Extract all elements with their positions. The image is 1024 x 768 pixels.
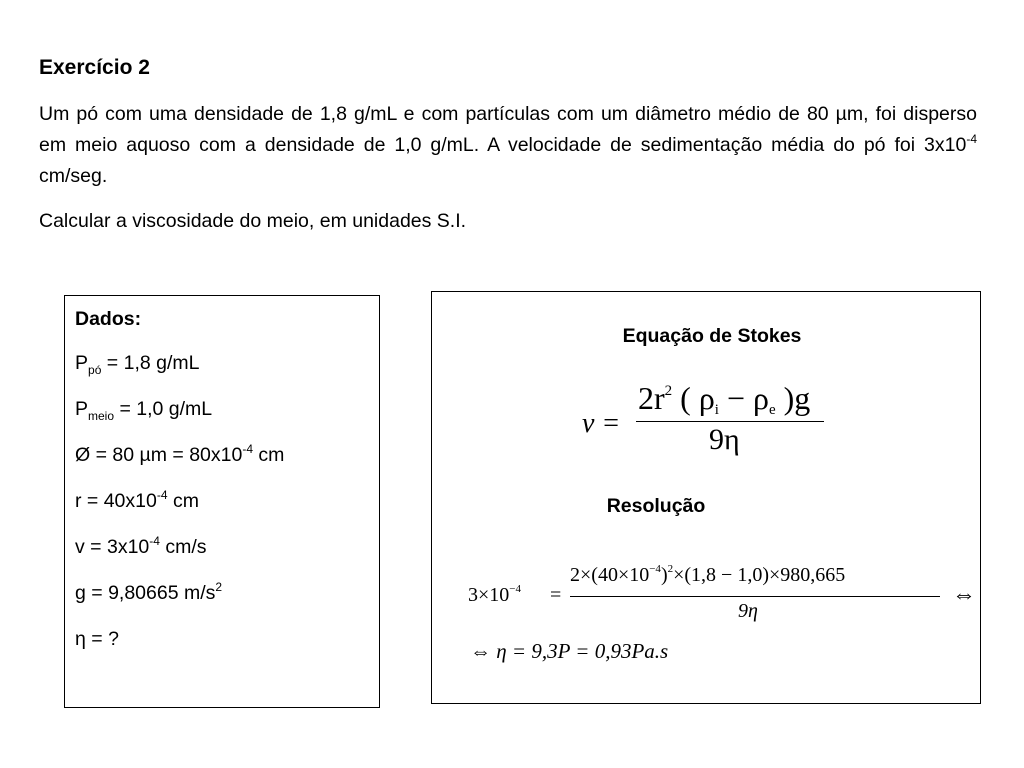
resolution-box [431, 291, 981, 704]
stokes-title: Equação de Stokes [622, 325, 802, 347]
exercise-question: Calcular a viscosidade do meio, em unidades S.I. [39, 210, 467, 232]
result-line: ⇔ η = 9,3P = 0,93Pa.s [470, 639, 669, 663]
stokes-equation [582, 380, 832, 470]
calc-numerator: $2\times(40\times 10^{-4})^2\times(1,8 - 1,0)\times 980,665$ [570, 563, 846, 586]
stokes-denominator: 9η [709, 423, 740, 456]
data-box [64, 295, 380, 708]
exercise-statement: Um pó com uma densidade de 1,8 g/mL e com partículas com um diâmetro médio de 80 µm, foi disperso em meio aquoso com a densidade de 1,0 g/mL. A velocidade de sedimentação média do pó foi $3x10^{-4}$ cm/seg. [39, 103, 977, 187]
equivalence-arrow: ⇔ [952, 582, 976, 608]
viscosity-unknown: η = ? [75, 628, 119, 650]
radius: $r = 40x10^{-4}$ cm [75, 488, 199, 512]
velocity: $v = 3x10^{-4}$ cm/s [75, 534, 207, 558]
calc-fraction-bar [570, 596, 940, 597]
gravity: g = 9,80665 $m/s^2$ [75, 580, 223, 604]
resolution-title: Resolução [606, 495, 706, 517]
stokes-fraction-bar [636, 421, 824, 422]
calc-denominator: 9η [738, 600, 758, 622]
density-medium: $P_{meio} = 1,0$ g/mL [75, 398, 213, 423]
stokes-lhs: v = [582, 408, 621, 439]
calculation-equation [468, 564, 978, 634]
exercise-title: Exercício 2 [39, 56, 150, 79]
diameter: Ø = 80 $\mu m = 80x10^{-4}$ cm [75, 442, 285, 466]
calc-lhs: $3\times 10^{-4}$ [468, 583, 521, 606]
stokes-numerator: $2r^2$ ( $\rho_i - \rho_e$ )g [638, 380, 811, 418]
data-heading: Dados: [75, 308, 142, 330]
density-powder: $P_{pó} = 1,8$ g/mL [75, 352, 200, 377]
calc-equals: = [550, 584, 562, 606]
